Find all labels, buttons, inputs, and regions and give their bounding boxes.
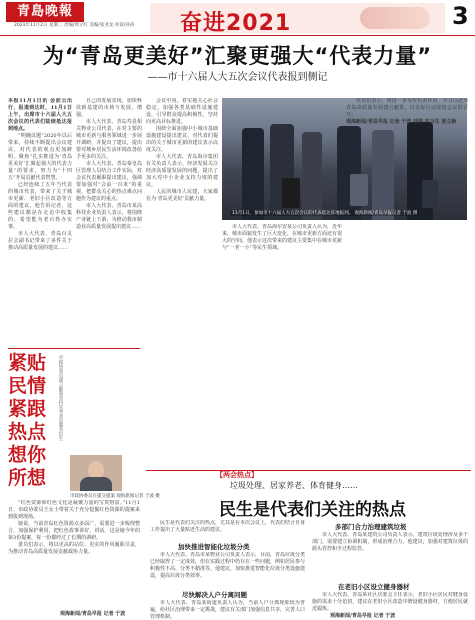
newspaper-logo: 青島晚報 [6,2,84,22]
sub-article-body [312,532,468,584]
commentary-author: 观海新闻/青岛早报 记者 于波 [60,611,126,617]
section-headline: 民生是代表们关注的热点 [219,500,406,520]
banner-decoration [360,7,430,29]
commentary-body [8,500,140,610]
commentary-paragraph: 她说，当前青岛红色资源点多面广，需要进一步梳理整合，加强保护利用，把红色故事讲好、讲活。这是她今年的第3份提案，每一份都经过了长期的调研。 [8,521,140,541]
main-headline: 为“青岛更美好”汇聚更强大“代表力量” [42,44,433,68]
article-paragraph: 会议中用，着实地关心社会稳定。加强各类基础性设施建设，引导群众提高积极性，坚持向更高目标推进。 [146,98,218,125]
commentary-title [8,352,48,490]
article-paragraph: 自己的发展实现，加快释放新基建的市场与发展，增强。 [76,98,142,118]
banner-title: 奋进2021 [180,11,292,36]
section-divider [146,470,471,471]
article-paragraph: 市人大代表、青岛海尔安某公司负责人认为，近年来，城市面貌发生了巨大变化，在城市更新方面还有很大的空间，他表示这次带来的建议主要集中在城市更新与“一老一小”等民生领域。 [222,224,342,251]
portrait-caption: 市政协委员在提交提案 观海新闻记者 于波 摄 [70,494,160,499]
article-column-1 [8,98,72,346]
sub-article-body [150,552,305,588]
section-label: 【两会热点】 [216,471,258,479]
commentary-subtitle: 市政协委员建言献策坚持实事求是服务民生 [58,355,63,441]
section-kicker: 垃圾处理、居家养老、体育健身…… [230,481,358,490]
page-number: 3 [452,2,469,30]
main-subheadline: ——市十六届人大五次会议代表报到侧记 [147,72,328,83]
sub-article-body [150,600,305,620]
sub-article-text: 市人大代表、青岛某社区居委会主任表示，老旧小区居民对健身设施的需求十分迫切，建议在老旧小区改造中增设健身器材，方便居民就近锻炼。 [312,592,468,612]
commentary-title-line: 紧跟热点 [8,398,47,443]
article-paragraph: 市人大代表、青岛寿县相关物业公司代表，在对主要的城市更新与服务领域进一步展开调研，并提出了建议，提出要对城乡居民生活环境改善给予更多的关注。 [76,119,142,160]
section-divider [8,348,140,349]
article-paragraph: 市人大代表、青岛市某高科技企业负责人表示，将围绕产业链上下游，为推动我市制造业高质量发展提出建议…… [76,203,142,230]
section-author: 观海新闻/青岛早报 记者 于波 [330,613,396,619]
photo-caption: 11月1日，参加市十六届人大五次会议的代表抵达驻地报到。 观海新闻/青岛早报记者 于波 摄 [232,211,418,216]
article-byline: 观海新闻/青岛早报 记者 于波 刘伟 实习生 张立新 [346,119,457,125]
article-paragraph: 市人大代表、青岛海尔集团有关负责人表示，经济发展关注经济高质量发展的问题，提出了加大对中小企业支持力度的建议。 [146,154,218,188]
article-paragraph: 市人大代表、青岛百灵拉会副书记带来了多件关于推动高质量发展的建议…… [8,231,72,251]
section-intro [150,520,305,540]
article-column-5 [346,98,468,346]
article-paragraph: 本报11月1日讯 会前云出行、报道到达时，11月1日上午，出席市十六届人大五次会议的代表们陆续抵达报到地点。 [8,98,72,132]
section-intro-text: 民生是代表们关注的热点，尤其是在本次会议上，代表们结合自身工作提出了大量贴近生活的建议。 [150,520,305,533]
sub-headline: 尽快解决人户分离问题 [182,591,247,599]
article-paragraph: 已经连续了五年当代表的城市代表，带来了关于城市更新、老旧小区改造等方面的建议。他告诉记者，这些建议都是在走访中收集的，希望能为老百姓办实事。 [8,182,72,230]
article-paragraph: 围绕全面加强中小城市基础设施建设提出建议，对代表们提出的关于城市更新的建议表示高度关注。 [146,126,218,153]
sub-article-body [312,592,468,612]
masthead [0,0,475,36]
special-banner [150,3,445,36]
commentary-paragraph: 委员们表示，将以更高的站位、更实的作风履职尽责，为推动青岛高质量发展贡献政协力量。 [8,542,140,555]
article-column-2 [76,98,142,346]
commentary-title-line: 想你所想 [8,444,47,489]
commentary-paragraph: “红色资源和红色文化是凝聚力量的宝贵财富。”11月1日，市政协委员王女士带着关于充分挖掘红色资源的提案来到报到现场。 [8,500,140,520]
sub-headline: 多部门合力治理建筑垃圾 [335,523,407,531]
date-line: 2021年11月2日 星期二 责编/周立红 美编/张亚龙 审读/孙涛 [14,23,135,28]
article-column-4 [222,224,342,346]
sub-headline: 在老旧小区设立健身器材 [338,583,410,591]
sub-article-text: 市人大代表、青岛某街道负责人认为，当前人户分离现象较为普遍，给社区治理带来一定挑战，建议有关部门加强信息共享，完善人口管理机制。 [150,600,305,620]
commentary-title-line: 紧贴民情 [8,352,47,397]
article-paragraph: 人民的城市人民建，大家都在为‘青岛更美好’贡献力量。 [146,189,218,202]
article-paragraph: 市人大代表、青岛秦皇岛区管理人员结合工作实际，对会议代表履职提出建议，强调要加强对“会前一百米”的重视，把群众关心的热点难点问题作为建议的重点。 [76,161,142,202]
article-paragraph: 代表们表示，将进一步发挥代表作用，全力以赴为青岛高质量发展建言献策，以实际行动迎接会议的召开。 [346,98,468,118]
article-column-3 [146,98,218,346]
committee-member-photo [70,455,122,491]
sub-article-text: 市人大代表、青岛某建筑公司负责人表示，建筑垃圾处理涉及多个部门，需要建立协调机制，形成治理合力。他建议，加强对建筑垃圾的源头管控和全过程监管。 [312,532,468,552]
sub-headline: 加快推进智能化垃圾分类 [178,543,250,551]
article-paragraph: “明确议题”2020年以后带来，持续不断提出会议建议，对代表的观点更加鲜明，聚焦“扎实推进为‘青岛更美好’汇聚起强大的代表力量”的要求，努力为“十四五”开局贡献代表智慧。 [8,133,72,181]
sub-article-text: 市人大代表、青岛市某物业公司负责人表示，目前，青岛垃圾分类已经取得了一定成效，但在实践过程中仍存在一些问题，例如居民参与积极性不高、分类不精准等。他建议，加快推进智能化垃圾分类设施建设，提高垃圾分类效率。 [150,552,305,579]
